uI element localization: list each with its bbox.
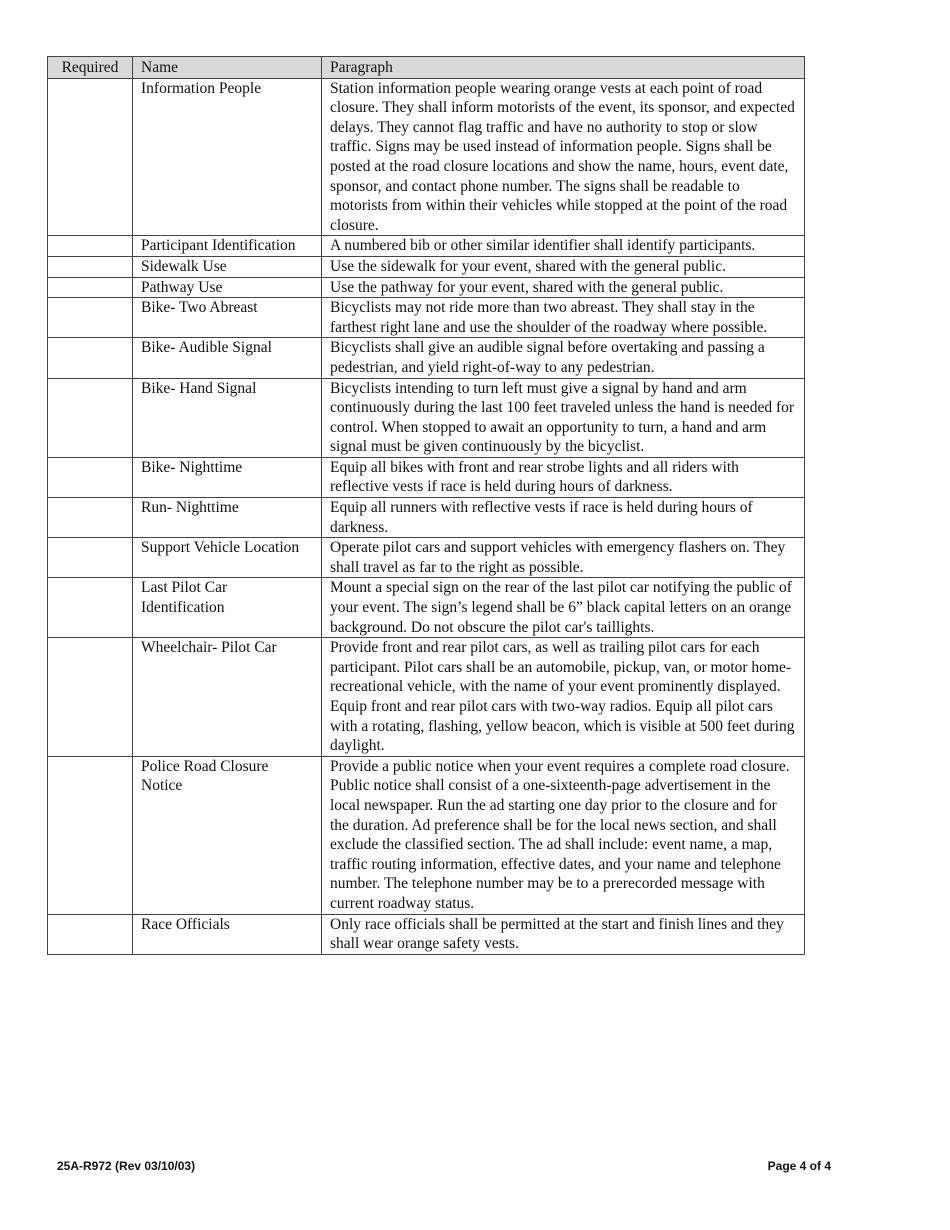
cell-name: Last Pilot Car Identification <box>133 578 322 638</box>
table-row <box>48 914 805 954</box>
cell-required <box>48 538 133 578</box>
cell-paragraph: Operate pilot cars and support vehicles with emergency flashers on. They shall travel as far to the right as possible. <box>322 538 805 578</box>
cell-required <box>48 457 133 497</box>
table-row <box>48 498 805 538</box>
table-row <box>48 378 805 457</box>
table-row <box>48 236 805 257</box>
cell-required <box>48 78 133 236</box>
table-row <box>48 256 805 277</box>
table-row <box>48 538 805 578</box>
cell-required <box>48 498 133 538</box>
page-number: Page 4 of 4 <box>767 1159 831 1173</box>
table-row <box>48 578 805 638</box>
header-name: Name <box>133 57 322 79</box>
cell-paragraph: Bicyclists intending to turn left must give a signal by hand and arm continuously during the last 100 feet traveled unless the hand is needed for control. When stopped to await an opportunity to turn, a hand and arm signal must be given continuously by the bicyclist. <box>322 378 805 457</box>
cell-name: Sidewalk Use <box>133 256 322 277</box>
cell-required <box>48 277 133 298</box>
table-row <box>48 338 805 378</box>
cell-paragraph: A numbered bib or other similar identifier shall identify participants. <box>322 236 805 257</box>
table-row <box>48 638 805 757</box>
table-row <box>48 78 805 236</box>
header-required: Required <box>48 57 133 79</box>
table-row <box>48 756 805 914</box>
cell-name: Support Vehicle Location <box>133 538 322 578</box>
cell-name: Participant Identification <box>133 236 322 257</box>
cell-name: Police Road Closure Notice <box>133 756 322 914</box>
cell-paragraph: Provide a public notice when your event requires a complete road closure. Public notice shall consist of a one-sixteenth-page advertisement in the local newspaper. Run the ad starting one day prior to the closure and for the duration. Ad preference shall be for the local news section, and shall exclude the classified section. The ad shall include: event name, a map, traffic routing information, effective dates, and your name and telephone number. The telephone number may be to a prerecorded message with current roadway status. <box>322 756 805 914</box>
cell-name: Race Officials <box>133 914 322 954</box>
cell-name: Wheelchair- Pilot Car <box>133 638 322 757</box>
cell-name: Information People <box>133 78 322 236</box>
cell-name: Bike- Nighttime <box>133 457 322 497</box>
table-body <box>48 78 805 954</box>
cell-paragraph: Use the sidewalk for your event, shared with the general public. <box>322 256 805 277</box>
cell-paragraph: Mount a special sign on the rear of the last pilot car notifying the public of your event. The sign’s legend shall be 6” black capital letters on an orange background. Do not obscure the pilot car's taillights. <box>322 578 805 638</box>
cell-paragraph: Use the pathway for your event, shared with the general public. <box>322 277 805 298</box>
cell-required <box>48 756 133 914</box>
cell-required <box>48 298 133 338</box>
table-row <box>48 277 805 298</box>
header-paragraph: Paragraph <box>322 57 805 79</box>
cell-name: Run- Nighttime <box>133 498 322 538</box>
cell-paragraph: Station information people wearing orange vests at each point of road closure. They shall inform motorists of the event, its sponsor, and expected delays. They cannot flag traffic and have no authority to stop or slow traffic. Signs may be used instead of information people. Signs shall be posted at the road closure locations and show the name, hours, event date, sponsor, and contact phone number. The signs shall be readable to motorists from within their vehicles while stopped at the point of the road closure. <box>322 78 805 236</box>
cell-required <box>48 378 133 457</box>
cell-required <box>48 256 133 277</box>
table-header <box>48 57 805 79</box>
cell-paragraph: Bicyclists shall give an audible signal before overtaking and passing a pedestrian, and yield right-of-way to any pedestrian. <box>322 338 805 378</box>
cell-name: Bike- Hand Signal <box>133 378 322 457</box>
cell-required <box>48 914 133 954</box>
cell-required <box>48 338 133 378</box>
cell-required <box>48 638 133 757</box>
requirements-table <box>47 56 805 955</box>
cell-paragraph: Only race officials shall be permitted at the start and finish lines and they shall wear orange safety vests. <box>322 914 805 954</box>
table-row <box>48 298 805 338</box>
cell-name: Pathway Use <box>133 277 322 298</box>
cell-paragraph: Equip all runners with reflective vests if race is held during hours of darkness. <box>322 498 805 538</box>
cell-paragraph: Provide front and rear pilot cars, as well as trailing pilot cars for each participant. Pilot cars shall be an automobile, pickup, van, or motor home-recreational vehicle, with the name of your event prominently displayed. Equip front and rear pilot cars with two-way radios. Equip all pilot cars with a rotating, flashing, yellow beacon, which is visible at 500 feet during daylight. <box>322 638 805 757</box>
cell-paragraph: Bicyclists may not ride more than two abreast. They shall stay in the farthest right lane and use the shoulder of the roadway where possible. <box>322 298 805 338</box>
form-number: 25A-R972 (Rev 03/10/03) <box>57 1159 196 1173</box>
cell-name: Bike- Two Abreast <box>133 298 322 338</box>
header-row <box>48 57 805 79</box>
cell-required <box>48 578 133 638</box>
cell-required <box>48 236 133 257</box>
cell-paragraph: Equip all bikes with front and rear strobe lights and all riders with reflective vests if race is held during hours of darkness. <box>322 457 805 497</box>
cell-name: Bike- Audible Signal <box>133 338 322 378</box>
table-row <box>48 457 805 497</box>
